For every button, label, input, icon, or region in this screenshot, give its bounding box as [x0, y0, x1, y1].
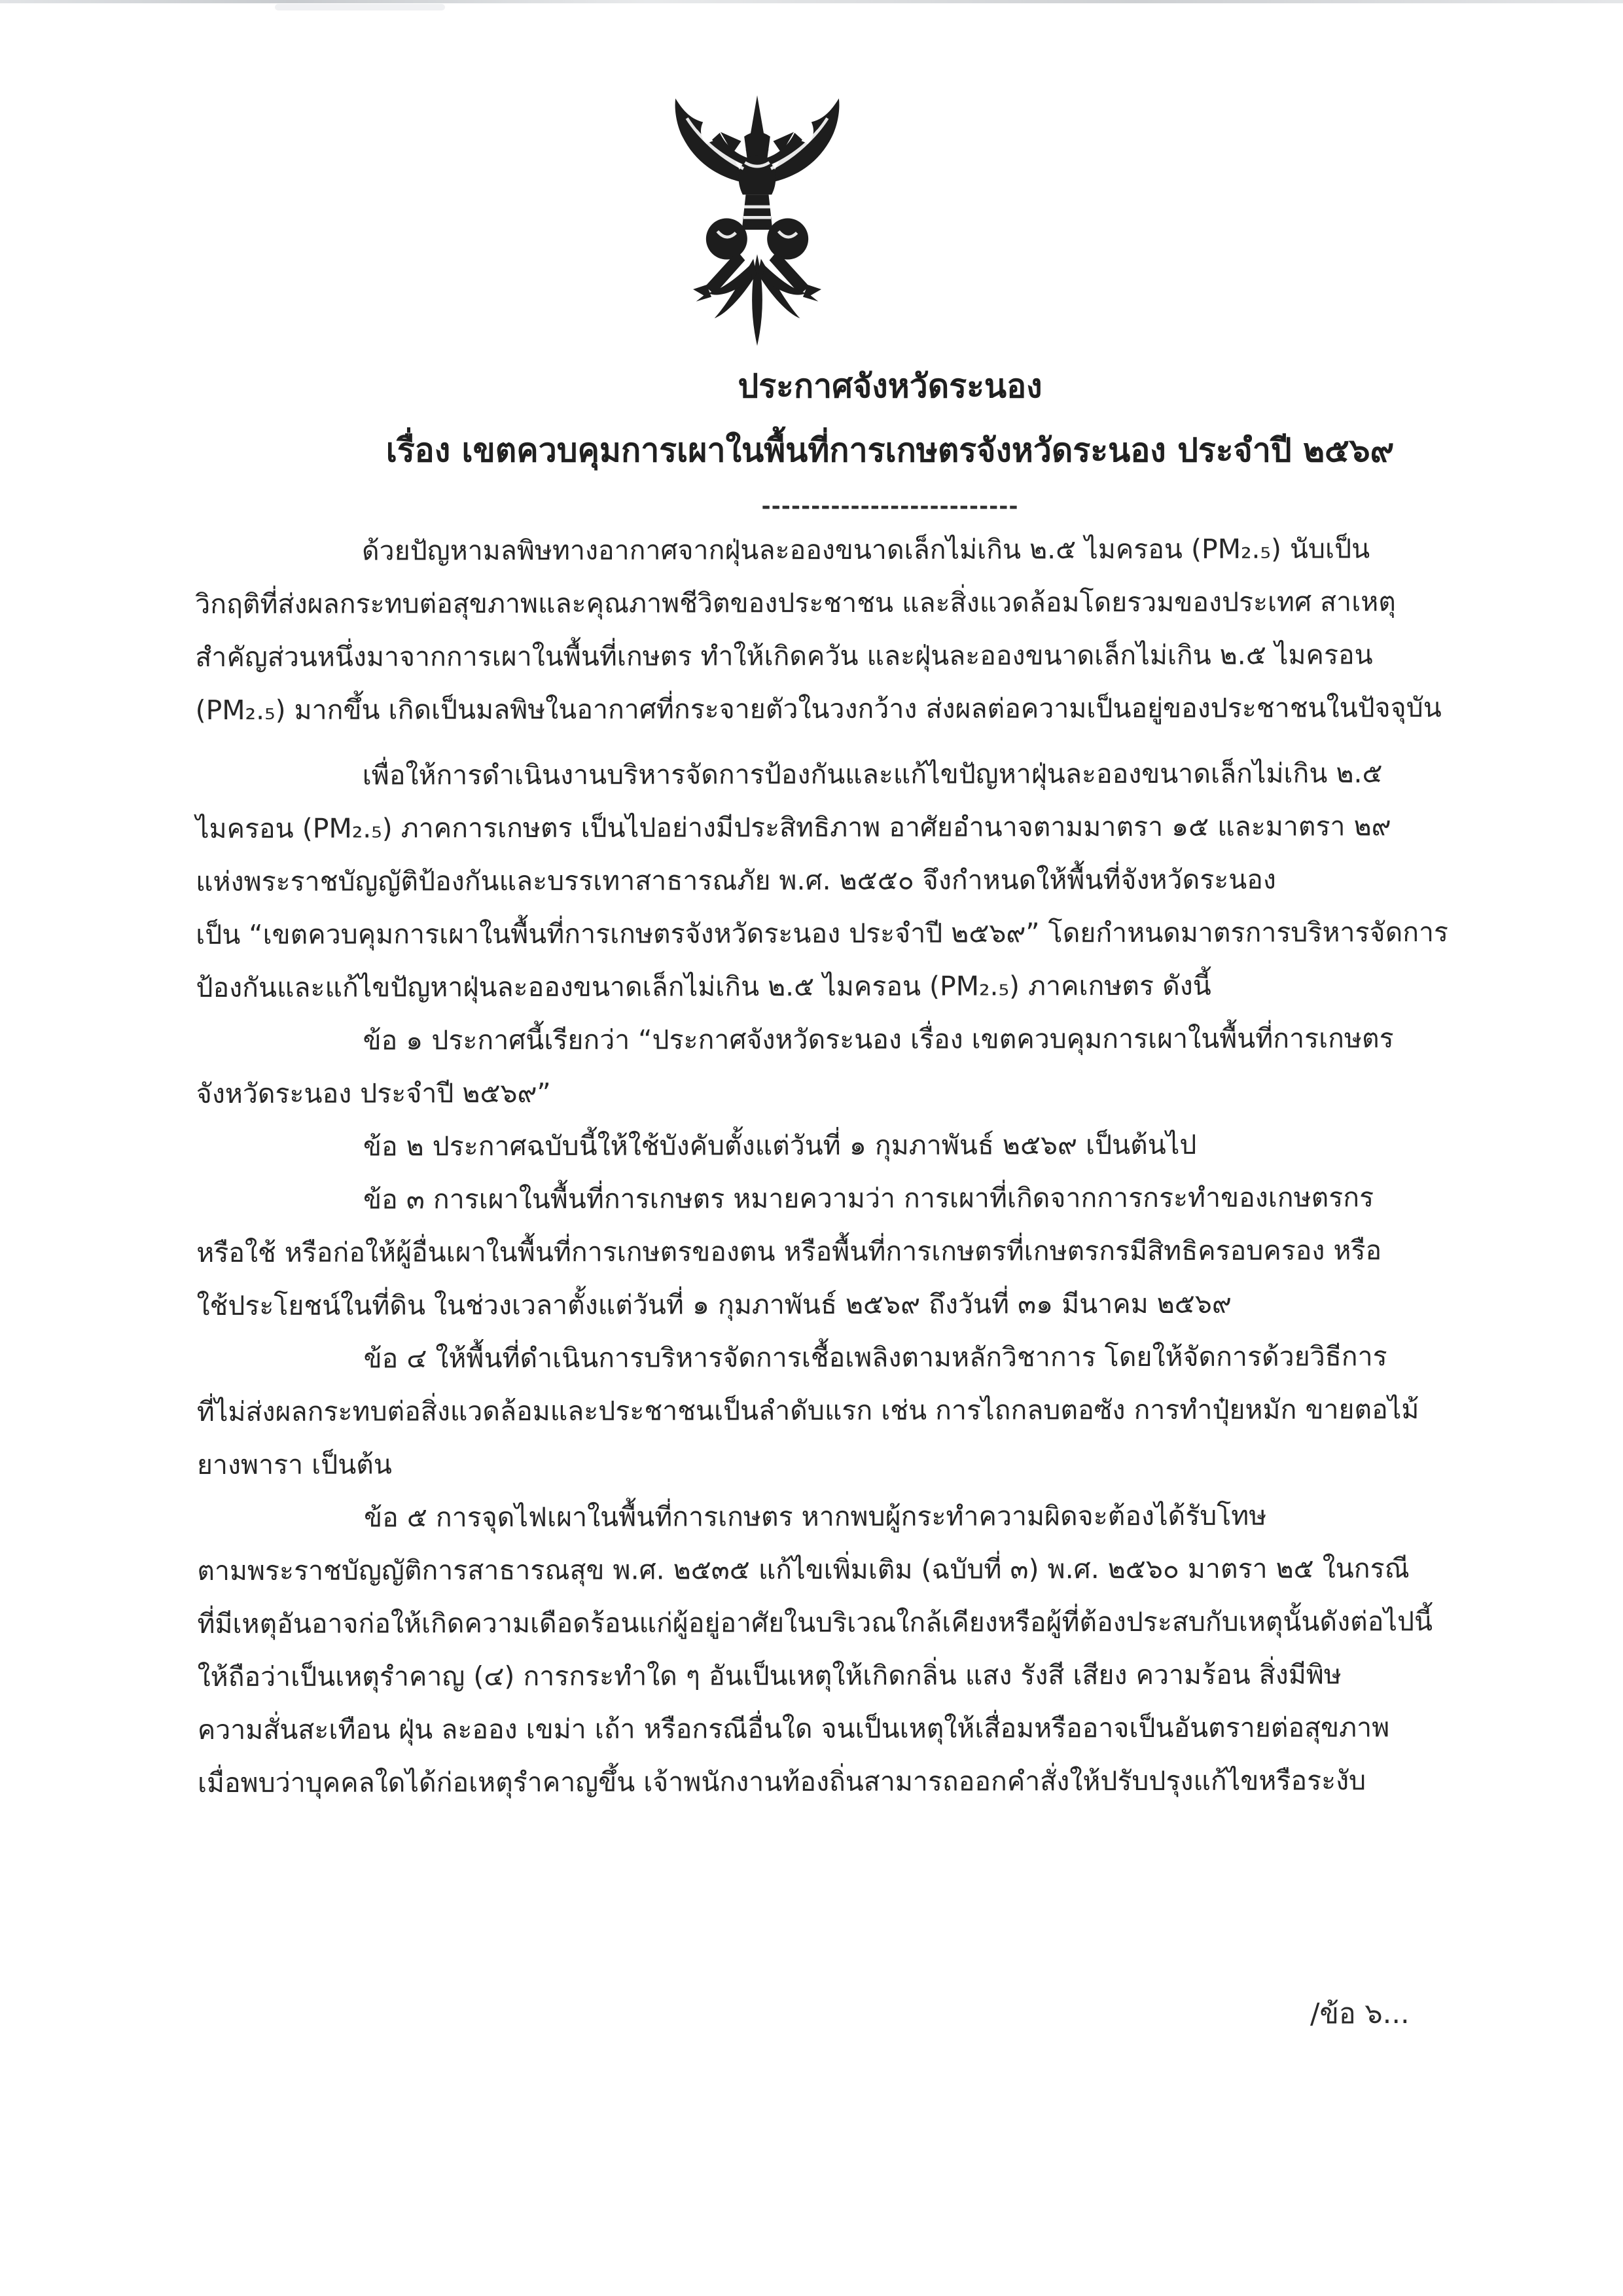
scan-smudge-artifact — [275, 4, 445, 10]
text-line: ข้อ ๑ ประกาศนี้เรียกว่า “ประกาศจังหวัดระนอง เรื่อง เขตควบคุมการเผาในพื้นที่การเกษตร — [363, 1022, 1394, 1056]
scanner-edge-artifact — [0, 0, 1623, 3]
text-line: เพื่อให้การดำเนินงานบริหารจัดการป้องกันและแก้ไขปัญหาฝุ่นละอองขนาดเล็กไม่เกิน ๒.๕ — [362, 757, 1383, 791]
text-line: ให้ถือว่าเป็นเหตุรำคาญ (๔) การกระทำใด ๆ อันเป็นเหตุให้เกิดกลิ่น แสง รังสี เสียง ความร้อน สิ่งมีพิษ — [197, 1659, 1342, 1693]
text-line: ป้องกันและแก้ไขปัญหาฝุ่นละอองขนาดเล็กไม่เกิน ๒.๕ ไมครอน (PM₂.₅) ภาคเกษตร ดังนี้ — [196, 969, 1211, 1004]
document-header — [0, 368, 1623, 518]
text-line: ใช้ประโยชน์ในที่ดิน ในช่วงเวลาตั้งแต่วันที่ ๑ กุมภาพันธ์ ๒๕๖๙ ถึงวันที่ ๓๑ มีนาคม ๒๕๖๙ — [196, 1287, 1232, 1322]
text-line: ที่ไม่ส่งผลกระทบต่อสิ่งแวดล้อมและประชาชนเป็นลำดับแรก เช่น การไถกลบตอซัง การทำปุ๋ยหมัก ขายตอไม้ — [196, 1393, 1419, 1428]
paragraph — [196, 747, 1469, 1014]
page-continuation-marker: /ข้อ ๖... — [1310, 1998, 1410, 2030]
text-line: เมื่อพบว่าบุคคลใดได้ก่อเหตุรำคาญขึ้น เจ้าพนักงานท้องถิ่นสามารถออกคำสั่งให้ปรับปรุงแก้ไขหรือระงับ — [197, 1765, 1366, 1799]
text-line: สำคัญส่วนหนึ่งมาจากการเผาในพื้นที่เกษตร ทำให้เกิดควัน และฝุ่นละอองขนาดเล็กไม่เกิน ๒.๕ ไมครอน — [195, 639, 1373, 673]
text-line: เป็น “เขตควบคุมการเผาในพื้นที่การเกษตรจังหวัดระนอง ประจำปี ๒๕๖๙” โดยกำหนดมาตรการบริหารจัดการ — [196, 916, 1449, 951]
paragraph — [197, 1489, 1470, 1810]
text-line: ด้วยปัญหามลพิษทางอากาศจากฝุ่นละอองขนาดเล็กไม่เกิน ๒.๕ ไมครอน (PM₂.₅) นับเป็น — [361, 533, 1370, 567]
text-line: แห่งพระราชบัญญัติป้องกันและบรรเทาสาธารณภัย พ.ศ. ๒๕๕๐ จึงกำหนดให้พื้นที่จังหวัดระนอง — [196, 863, 1276, 898]
document-body — [195, 522, 1470, 1810]
text-line: ไมครอน (PM₂.₅) ภาคการเกษตร เป็นไปอย่างมีประสิทธิภาพ อาศัยอำนาจตามมาตรา ๑๕ และมาตรา ๒๙ — [195, 810, 1391, 845]
text-line: หรือใช้ หรือก่อให้ผู้อื่นเผาในพื้นที่การเกษตรของตน หรือพื้นที่การเกษตรที่เกษตรกรมีสิทธิครอบครอง หรือ — [196, 1234, 1382, 1269]
header-divider-dashes: -------------------------- — [761, 493, 1019, 520]
paragraph — [195, 522, 1468, 737]
text-line: ข้อ ๔ ให้พื้นที่ดำเนินการบริหารจัดการเชื้อเพลิงตามหลักวิชาการ โดยให้จัดการด้วยวิธีการ — [363, 1340, 1387, 1374]
paragraph — [196, 1012, 1469, 1121]
paragraph — [196, 1171, 1469, 1333]
text-line: จังหวัดระนอง ประจำปี ๒๕๖๙” — [196, 1077, 551, 1110]
text-line: วิกฤติที่ส่งผลกระทบต่อสุขภาพและคุณภาพชีวิตของประชาชน และสิ่งแวดล้อมโดยรวมของประเทศ สาเหตุ — [195, 586, 1396, 620]
text-line: ความสั่นสะเทือน ฝุ่น ละออง เขม่า เถ้า หรือกรณีอื่นใด จนเป็นเหตุให้เสื่อมหรืออาจเป็นอันตรายต่อสุขภาพ — [197, 1712, 1390, 1746]
text-line: (PM₂.₅) มากขึ้น เกิดเป็นมลพิษในอากาศที่กระจายตัวในวงกว้าง ส่งผลต่อความเป็นอยู่ของประชาชนในปัจจุบัน — [195, 692, 1442, 726]
garuda-emblem-icon — [643, 89, 872, 370]
text-line: ที่มีเหตุอันอาจก่อให้เกิดความเดือดร้อนแก่ผู้อยู่อาศัยในบริเวณใกล้เคียงหรือผู้ที่ต้องประสบกับเหตุนั้นดังต่อไปนี้ — [197, 1605, 1433, 1640]
text-line: ข้อ ๕ การจุดไฟเผาในพื้นที่การเกษตร หากพบผู้กระทำความผิดจะต้องได้รับโทษ — [364, 1499, 1267, 1534]
paragraph — [197, 1330, 1470, 1492]
document-title: ประกาศจังหวัดระนอง — [738, 367, 1043, 405]
text-line: ตามพระราชบัญญัติการสาธารณสุข พ.ศ. ๒๕๓๕ แก้ไขเพิ่มเติม (ฉบับที่ ๓) พ.ศ. ๒๕๖๐ มาตรา ๒๕ ในกรณี — [197, 1552, 1410, 1587]
text-line: ยางพารา เป็นต้น — [196, 1448, 392, 1481]
document-subject: เรื่อง เขตควบคุมการเผาในพื้นที่การเกษตรจังหวัดระนอง ประจำปี ๒๕๖๙ — [385, 431, 1395, 469]
paragraph — [196, 1118, 1469, 1174]
text-line: ข้อ ๓ การเผาในพื้นที่การเกษตร หมายความว่า การเผาที่เกิดจากการกระทำของเกษตรกร — [363, 1181, 1374, 1215]
text-line: ข้อ ๒ ประกาศฉบับนี้ให้ใช้บังคับตั้งแต่วันที่ ๑ กุมภาพันธ์ ๒๕๖๙ เป็นต้นไป — [363, 1128, 1197, 1162]
